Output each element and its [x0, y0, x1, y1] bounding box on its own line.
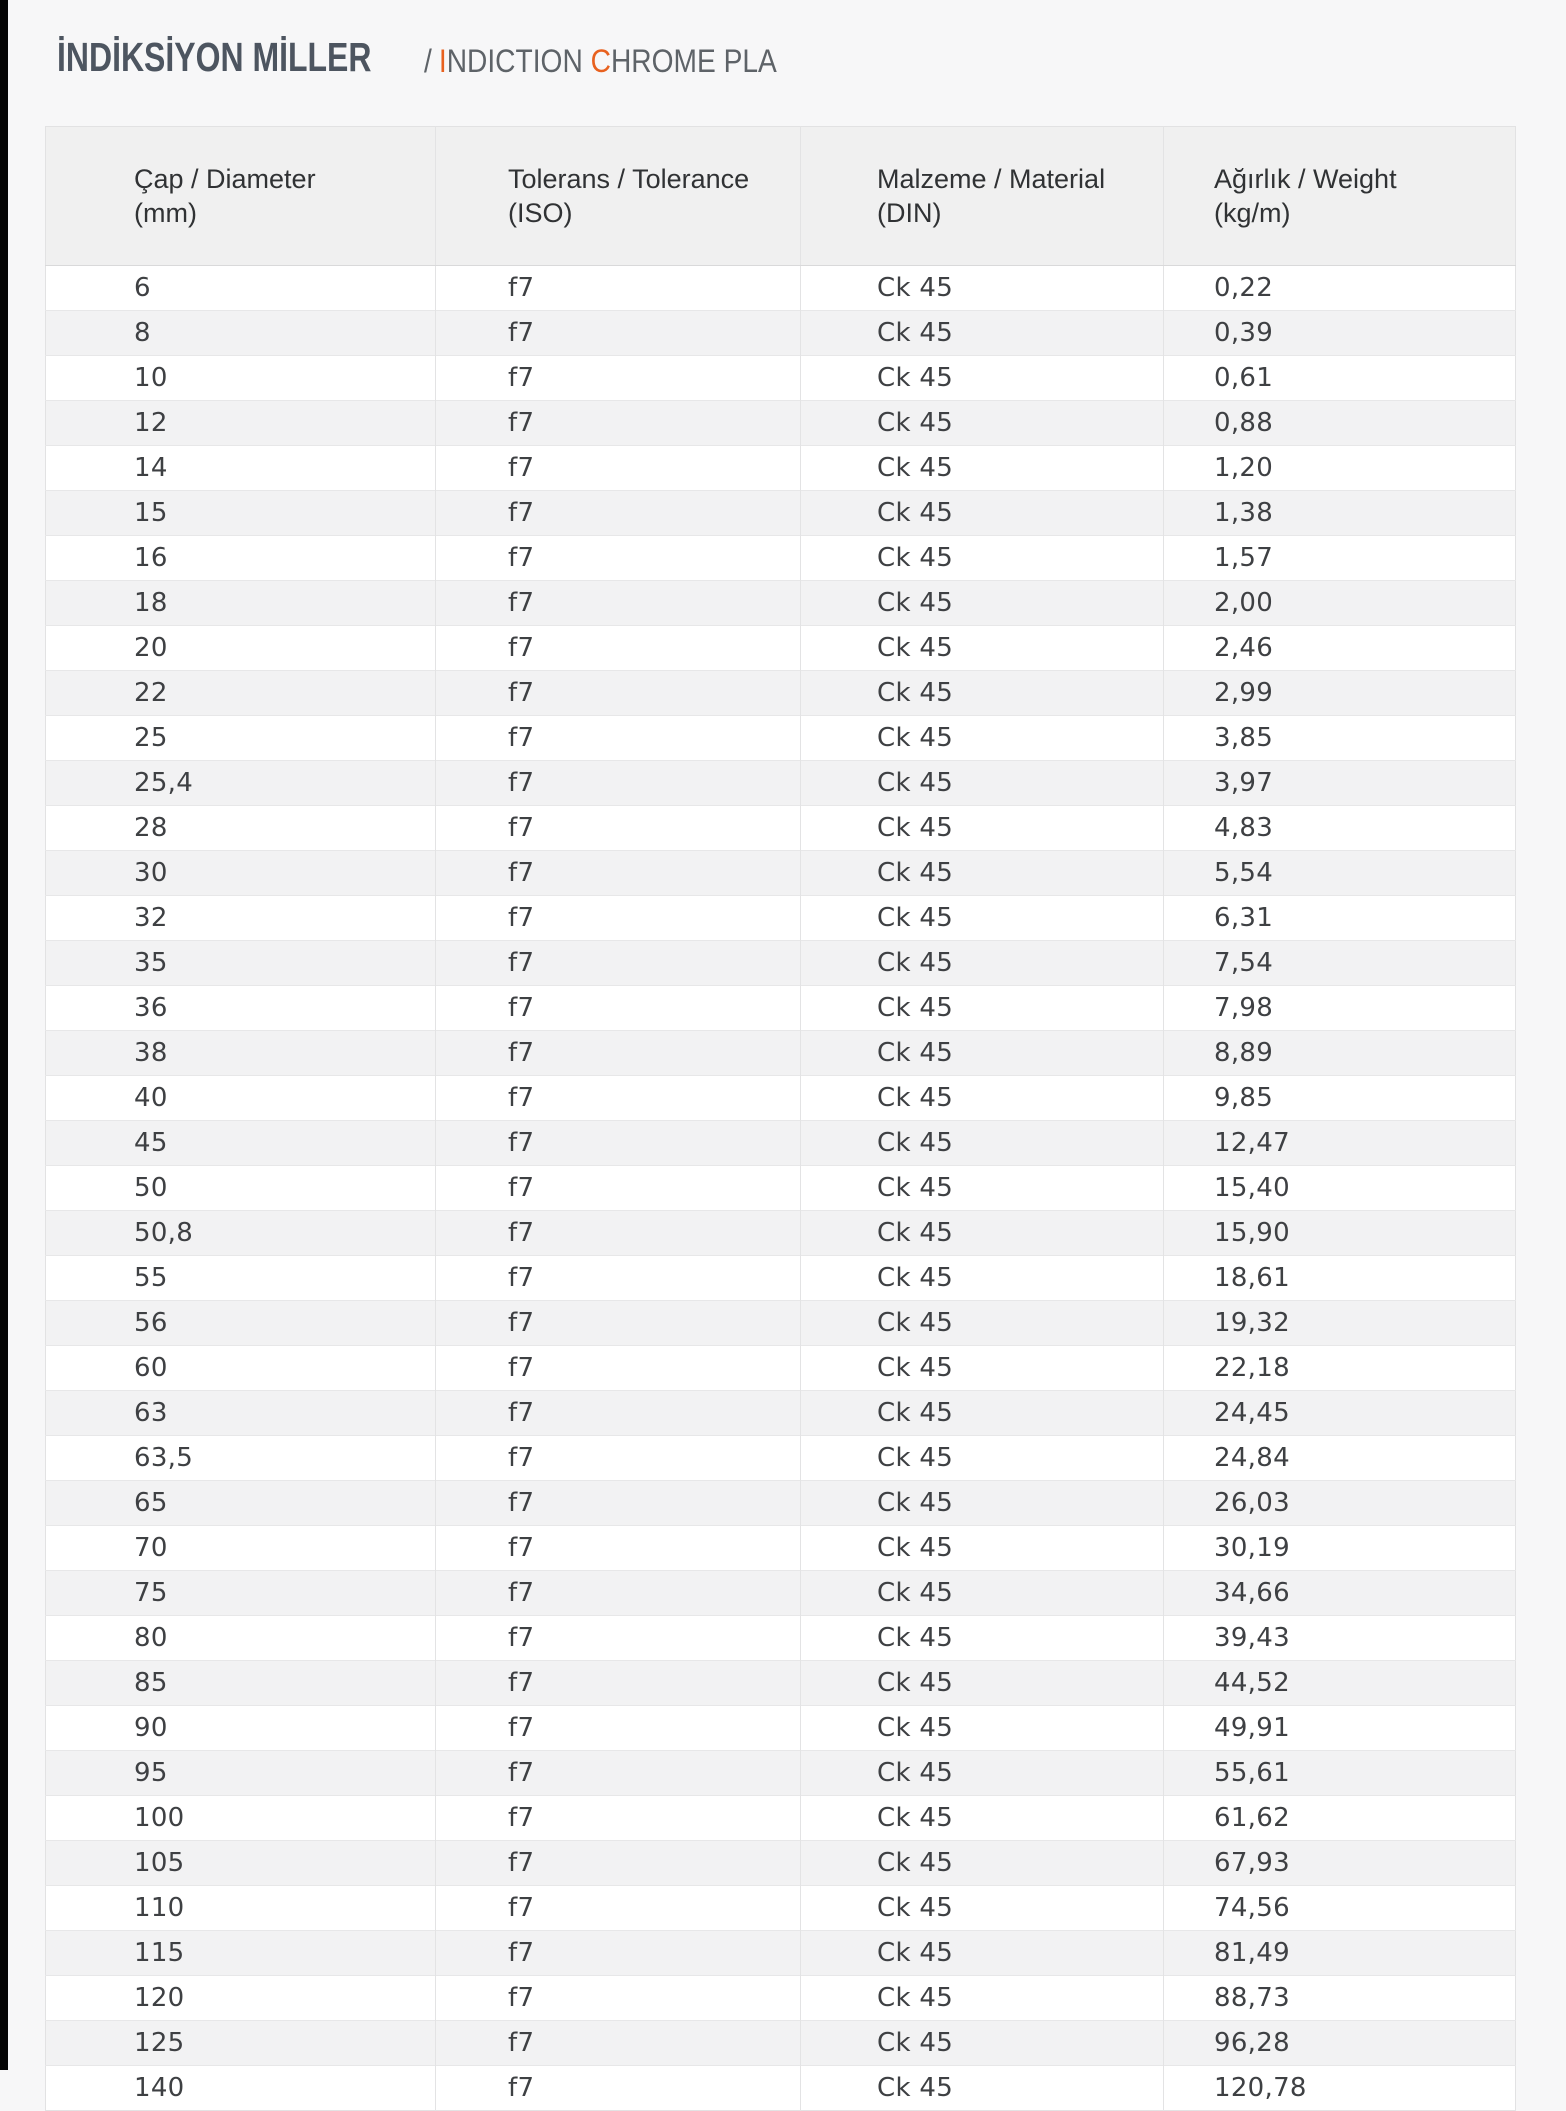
tolerance-cell: f7 [436, 1841, 801, 1886]
weight-cell: 0,39 [1164, 311, 1516, 356]
tolerance-cell: f7 [436, 1571, 801, 1616]
table-row [46, 1706, 1516, 1751]
header-diameter: Çap / Diameter (mm) [46, 127, 436, 266]
diameter-cell: 115 [46, 1931, 436, 1976]
tolerance-cell: f7 [436, 986, 801, 1031]
material-cell: Ck 45 [801, 356, 1164, 401]
material-cell: Ck 45 [801, 1931, 1164, 1976]
tolerance-cell: f7 [436, 896, 801, 941]
table-header-row [46, 127, 1516, 266]
material-cell: Ck 45 [801, 446, 1164, 491]
material-cell: Ck 45 [801, 761, 1164, 806]
table-row [46, 1436, 1516, 1481]
material-cell: Ck 45 [801, 401, 1164, 446]
diameter-cell: 30 [46, 851, 436, 896]
table-row [46, 986, 1516, 1031]
table-row [46, 1796, 1516, 1841]
table-row [46, 1616, 1516, 1661]
material-cell: Ck 45 [801, 1526, 1164, 1571]
diameter-cell: 40 [46, 1076, 436, 1121]
diameter-cell: 38 [46, 1031, 436, 1076]
tolerance-cell: f7 [436, 266, 801, 311]
material-cell: Ck 45 [801, 1571, 1164, 1616]
tolerance-cell: f7 [436, 1211, 801, 1256]
weight-cell: 15,40 [1164, 1166, 1516, 1211]
subtitle-segment: I [438, 43, 447, 79]
tolerance-cell: f7 [436, 311, 801, 356]
material-cell: Ck 45 [801, 1841, 1164, 1886]
material-cell: Ck 45 [801, 1391, 1164, 1436]
diameter-cell: 50,8 [46, 1211, 436, 1256]
tolerance-cell: f7 [436, 626, 801, 671]
page-header [0, 0, 1566, 126]
weight-cell: 96,28 [1164, 2021, 1516, 2066]
tolerance-cell: f7 [436, 806, 801, 851]
table-body [46, 266, 1516, 2111]
material-cell: Ck 45 [801, 1436, 1164, 1481]
diameter-cell: 28 [46, 806, 436, 851]
material-cell: Ck 45 [801, 941, 1164, 986]
diameter-cell: 75 [46, 1571, 436, 1616]
table-row [46, 1391, 1516, 1436]
table-row [46, 1661, 1516, 1706]
table-row [46, 761, 1516, 806]
weight-cell: 30,19 [1164, 1526, 1516, 1571]
weight-cell: 24,45 [1164, 1391, 1516, 1436]
weight-cell: 12,47 [1164, 1121, 1516, 1166]
diameter-cell: 56 [46, 1301, 436, 1346]
table-row [46, 1121, 1516, 1166]
diameter-cell: 35 [46, 941, 436, 986]
material-cell: Ck 45 [801, 1706, 1164, 1751]
diameter-cell: 110 [46, 1886, 436, 1931]
tolerance-cell: f7 [436, 1931, 801, 1976]
table-row [46, 1346, 1516, 1391]
subtitle-segment: C [590, 43, 611, 79]
diameter-cell: 25 [46, 716, 436, 761]
tolerance-cell: f7 [436, 1526, 801, 1571]
weight-cell: 2,99 [1164, 671, 1516, 716]
page-title: İNDİKSİYON MİLLER [57, 34, 372, 80]
material-cell: Ck 45 [801, 266, 1164, 311]
tolerance-cell: f7 [436, 1031, 801, 1076]
tolerance-cell: f7 [436, 1661, 801, 1706]
material-cell: Ck 45 [801, 1211, 1164, 1256]
diameter-cell: 125 [46, 2021, 436, 2066]
table-row [46, 1571, 1516, 1616]
tolerance-cell: f7 [436, 356, 801, 401]
weight-cell: 49,91 [1164, 1706, 1516, 1751]
tolerance-cell: f7 [436, 1076, 801, 1121]
tolerance-cell: f7 [436, 401, 801, 446]
subtitle-segments [439, 43, 777, 79]
material-cell: Ck 45 [801, 1256, 1164, 1301]
material-cell: Ck 45 [801, 2066, 1164, 2111]
table-row [46, 536, 1516, 581]
diameter-cell: 16 [46, 536, 436, 581]
material-cell: Ck 45 [801, 986, 1164, 1031]
weight-cell: 81,49 [1164, 1931, 1516, 1976]
weight-cell: 88,73 [1164, 1976, 1516, 2021]
weight-cell: 3,97 [1164, 761, 1516, 806]
subtitle-segment: NDICTION [446, 43, 591, 79]
table-row [46, 2066, 1516, 2111]
header-tolerance: Tolerans / Tolerance (ISO) [436, 127, 801, 266]
material-cell: Ck 45 [801, 536, 1164, 581]
tolerance-cell: f7 [436, 671, 801, 716]
weight-cell: 39,43 [1164, 1616, 1516, 1661]
weight-cell: 44,52 [1164, 1661, 1516, 1706]
weight-cell: 0,88 [1164, 401, 1516, 446]
material-cell: Ck 45 [801, 1886, 1164, 1931]
table-row [46, 1031, 1516, 1076]
table-row [46, 1526, 1516, 1571]
tolerance-cell: f7 [436, 941, 801, 986]
table-row [46, 1481, 1516, 1526]
table-row [46, 806, 1516, 851]
table-row [46, 1931, 1516, 1976]
table-row [46, 941, 1516, 986]
weight-cell: 0,22 [1164, 266, 1516, 311]
material-cell: Ck 45 [801, 1481, 1164, 1526]
tolerance-cell: f7 [436, 1616, 801, 1661]
spec-table [45, 126, 1516, 2111]
material-cell: Ck 45 [801, 2021, 1164, 2066]
material-cell: Ck 45 [801, 716, 1164, 761]
diameter-cell: 95 [46, 1751, 436, 1796]
tolerance-cell: f7 [436, 491, 801, 536]
tolerance-cell: f7 [436, 1256, 801, 1301]
material-cell: Ck 45 [801, 1121, 1164, 1166]
material-cell: Ck 45 [801, 1166, 1164, 1211]
tolerance-cell: f7 [436, 1976, 801, 2021]
tolerance-cell: f7 [436, 581, 801, 626]
diameter-cell: 90 [46, 1706, 436, 1751]
diameter-cell: 45 [46, 1121, 436, 1166]
material-cell: Ck 45 [801, 581, 1164, 626]
tolerance-cell: f7 [436, 1751, 801, 1796]
tolerance-cell: f7 [436, 2021, 801, 2066]
material-cell: Ck 45 [801, 671, 1164, 716]
weight-cell: 24,84 [1164, 1436, 1516, 1481]
diameter-cell: 55 [46, 1256, 436, 1301]
weight-cell: 2,46 [1164, 626, 1516, 671]
table-row [46, 1301, 1516, 1346]
diameter-cell: 15 [46, 491, 436, 536]
diameter-cell: 20 [46, 626, 436, 671]
tolerance-cell: f7 [436, 716, 801, 761]
table-row [46, 446, 1516, 491]
diameter-cell: 18 [46, 581, 436, 626]
weight-cell: 1,20 [1164, 446, 1516, 491]
weight-cell: 120,78 [1164, 2066, 1516, 2111]
table-row [46, 896, 1516, 941]
diameter-cell: 70 [46, 1526, 436, 1571]
table-row [46, 1076, 1516, 1121]
material-cell: Ck 45 [801, 1076, 1164, 1121]
weight-cell: 7,98 [1164, 986, 1516, 1031]
material-cell: Ck 45 [801, 1661, 1164, 1706]
tolerance-cell: f7 [436, 1301, 801, 1346]
diameter-cell: 63 [46, 1391, 436, 1436]
weight-cell: 8,89 [1164, 1031, 1516, 1076]
tolerance-cell: f7 [436, 536, 801, 581]
tolerance-cell: f7 [436, 2066, 801, 2111]
weight-cell: 55,61 [1164, 1751, 1516, 1796]
tolerance-cell: f7 [436, 1796, 801, 1841]
table-row [46, 1976, 1516, 2021]
table-row [46, 1256, 1516, 1301]
diameter-cell: 63,5 [46, 1436, 436, 1481]
material-cell: Ck 45 [801, 1346, 1164, 1391]
weight-cell: 9,85 [1164, 1076, 1516, 1121]
diameter-cell: 65 [46, 1481, 436, 1526]
material-cell: Ck 45 [801, 491, 1164, 536]
weight-cell: 67,93 [1164, 1841, 1516, 1886]
material-cell: Ck 45 [801, 1751, 1164, 1796]
tolerance-cell: f7 [436, 1706, 801, 1751]
weight-cell: 0,61 [1164, 356, 1516, 401]
material-cell: Ck 45 [801, 896, 1164, 941]
tolerance-cell: f7 [436, 1121, 801, 1166]
weight-cell: 1,57 [1164, 536, 1516, 581]
table-header [46, 127, 1516, 266]
page-subtitle [424, 44, 777, 78]
diameter-cell: 6 [46, 266, 436, 311]
weight-cell: 15,90 [1164, 1211, 1516, 1256]
diameter-cell: 120 [46, 1976, 436, 2021]
material-cell: Ck 45 [801, 626, 1164, 671]
table-row [46, 2021, 1516, 2066]
diameter-cell: 25,4 [46, 761, 436, 806]
table-row [46, 356, 1516, 401]
tolerance-cell: f7 [436, 446, 801, 491]
table-row [46, 266, 1516, 311]
header-weight: Ağırlık / Weight (kg/m) [1164, 127, 1516, 266]
title-separator: / [424, 43, 432, 79]
diameter-cell: 32 [46, 896, 436, 941]
material-cell: Ck 45 [801, 1301, 1164, 1346]
tolerance-cell: f7 [436, 851, 801, 896]
weight-cell: 4,83 [1164, 806, 1516, 851]
tolerance-cell: f7 [436, 1436, 801, 1481]
weight-cell: 2,00 [1164, 581, 1516, 626]
table-row [46, 581, 1516, 626]
diameter-cell: 22 [46, 671, 436, 716]
header-material: Malzeme / Material (DIN) [801, 127, 1164, 266]
material-cell: Ck 45 [801, 1976, 1164, 2021]
material-cell: Ck 45 [801, 311, 1164, 356]
table-row [46, 1841, 1516, 1886]
material-cell: Ck 45 [801, 1616, 1164, 1661]
tolerance-cell: f7 [436, 1391, 801, 1436]
diameter-cell: 140 [46, 2066, 436, 2111]
material-cell: Ck 45 [801, 1796, 1164, 1841]
tolerance-cell: f7 [436, 1886, 801, 1931]
table-row [46, 1166, 1516, 1211]
diameter-cell: 105 [46, 1841, 436, 1886]
weight-cell: 5,54 [1164, 851, 1516, 896]
weight-cell: 6,31 [1164, 896, 1516, 941]
tolerance-cell: f7 [436, 761, 801, 806]
weight-cell: 22,18 [1164, 1346, 1516, 1391]
diameter-cell: 85 [46, 1661, 436, 1706]
weight-cell: 1,38 [1164, 491, 1516, 536]
weight-cell: 7,54 [1164, 941, 1516, 986]
diameter-cell: 8 [46, 311, 436, 356]
diameter-cell: 10 [46, 356, 436, 401]
material-cell: Ck 45 [801, 851, 1164, 896]
diameter-cell: 80 [46, 1616, 436, 1661]
weight-cell: 34,66 [1164, 1571, 1516, 1616]
table-row [46, 626, 1516, 671]
diameter-cell: 50 [46, 1166, 436, 1211]
diameter-cell: 60 [46, 1346, 436, 1391]
material-cell: Ck 45 [801, 1031, 1164, 1076]
tolerance-cell: f7 [436, 1166, 801, 1211]
weight-cell: 26,03 [1164, 1481, 1516, 1526]
material-cell: Ck 45 [801, 806, 1164, 851]
diameter-cell: 12 [46, 401, 436, 446]
table-row [46, 311, 1516, 356]
page-edge-strip [0, 0, 8, 2070]
table-row [46, 1211, 1516, 1256]
diameter-cell: 36 [46, 986, 436, 1031]
table-row [46, 716, 1516, 761]
weight-cell: 3,85 [1164, 716, 1516, 761]
tolerance-cell: f7 [436, 1481, 801, 1526]
table-row [46, 491, 1516, 536]
tolerance-cell: f7 [436, 1346, 801, 1391]
weight-cell: 19,32 [1164, 1301, 1516, 1346]
table-row [46, 671, 1516, 716]
subtitle-segment: HROME PLA [610, 43, 777, 79]
weight-cell: 18,61 [1164, 1256, 1516, 1301]
weight-cell: 74,56 [1164, 1886, 1516, 1931]
table-row [46, 1751, 1516, 1796]
diameter-cell: 100 [46, 1796, 436, 1841]
weight-cell: 61,62 [1164, 1796, 1516, 1841]
table-row [46, 401, 1516, 446]
table-row [46, 1886, 1516, 1931]
diameter-cell: 14 [46, 446, 436, 491]
table-row [46, 851, 1516, 896]
